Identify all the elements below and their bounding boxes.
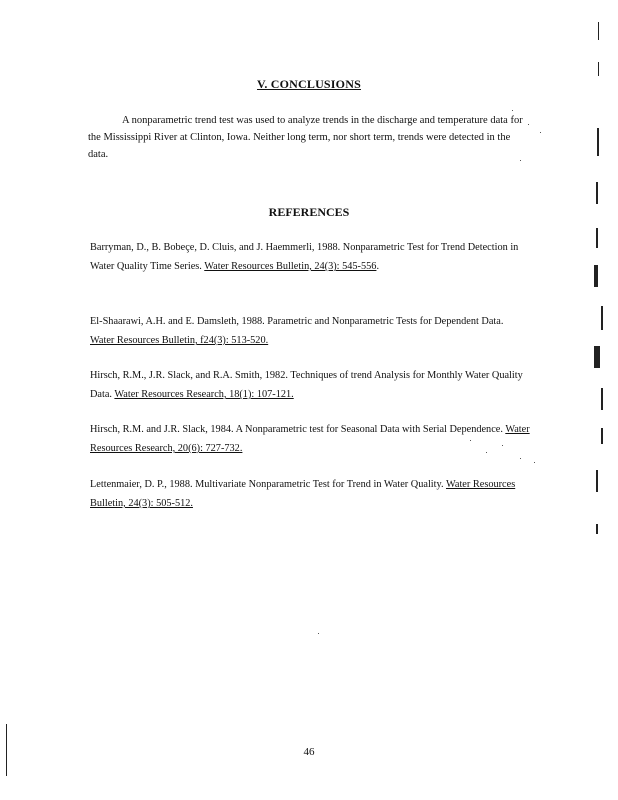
reference-item (90, 312, 530, 350)
reference-source: Water Resources Bulletin, f24(3): 513-520. (90, 335, 269, 346)
scan-speck (528, 124, 529, 125)
reference-item (90, 475, 530, 513)
scan-edge-mark (598, 62, 599, 76)
scan-edge-mark (601, 428, 603, 444)
scan-edge-mark (594, 265, 598, 287)
reference-item (90, 366, 530, 404)
scan-edge-mark (6, 724, 7, 776)
reference-text: Lettenmaier, D. P., 1988. Multivariate Nonparametric Test for Trend in Water Quality. (90, 479, 446, 490)
scan-speck (534, 462, 535, 463)
scan-edge-mark (596, 524, 598, 534)
reference-source: Water Resources Research, 20(6): 727-732. (90, 424, 530, 454)
scan-edge-mark (596, 470, 598, 492)
reference-text: Hirsch, R.M. and J.R. Slack, 1984. A Nonparametric test for Seasonal Data with Serial Dependence. (90, 424, 506, 435)
scan-speck (502, 445, 503, 446)
conclusions-heading: V. CONCLUSIONS (257, 77, 361, 91)
scan-edge-mark (596, 228, 598, 248)
scan-edge-mark (601, 388, 603, 410)
scan-speck (520, 458, 521, 459)
reference-text: Hirsch, R.M., J.R. Slack, and R.A. Smith, 1982. Techniques of trend Analysis for Monthly Water Quality Data. (90, 370, 523, 400)
scan-edge-mark (596, 182, 598, 204)
scan-edge-mark (598, 22, 599, 40)
scan-speck (318, 633, 319, 634)
scan-speck (520, 160, 521, 161)
reference-source: Water Resources Bulletin, 24(3): 505-512. (90, 479, 516, 509)
scan-speck (512, 110, 513, 111)
scan-edge-mark (597, 128, 599, 156)
references-heading: REFERENCES (268, 205, 350, 219)
conclusions-paragraph (88, 112, 528, 163)
reference-source: Water Resources Research, 18(1): 107-121. (114, 389, 294, 400)
reference-text: Barryman, D., B. Bobeçe, D. Cluis, and J. Haemmerli, 1988. Nonparametric Test for Trend Detection in Water Quality Time Series. (90, 242, 519, 272)
scan-speck (470, 440, 471, 441)
reference-item (90, 420, 530, 458)
scan-edge-mark (594, 346, 600, 368)
scan-edge-mark (601, 306, 603, 330)
reference-text: El-Shaarawi, A.H. and E. Damsleth, 1988. Parametric and Nonparametric Tests for Dependent Data. (90, 316, 504, 327)
scan-speck (486, 452, 487, 453)
page-number: 46 (303, 746, 315, 758)
reference-tail: . (376, 261, 380, 272)
reference-source: Water Resources Bulletin, 24(3): 545-556 (204, 261, 377, 272)
scan-speck (540, 132, 541, 133)
reference-item (90, 238, 530, 276)
conclusions-text: A nonparametric trend test was used to analyze trends in the discharge and temperature data for the Mississippi River at Clinton, Iowa. Neither long term, nor short term, trends were detected in the data. (88, 115, 523, 160)
